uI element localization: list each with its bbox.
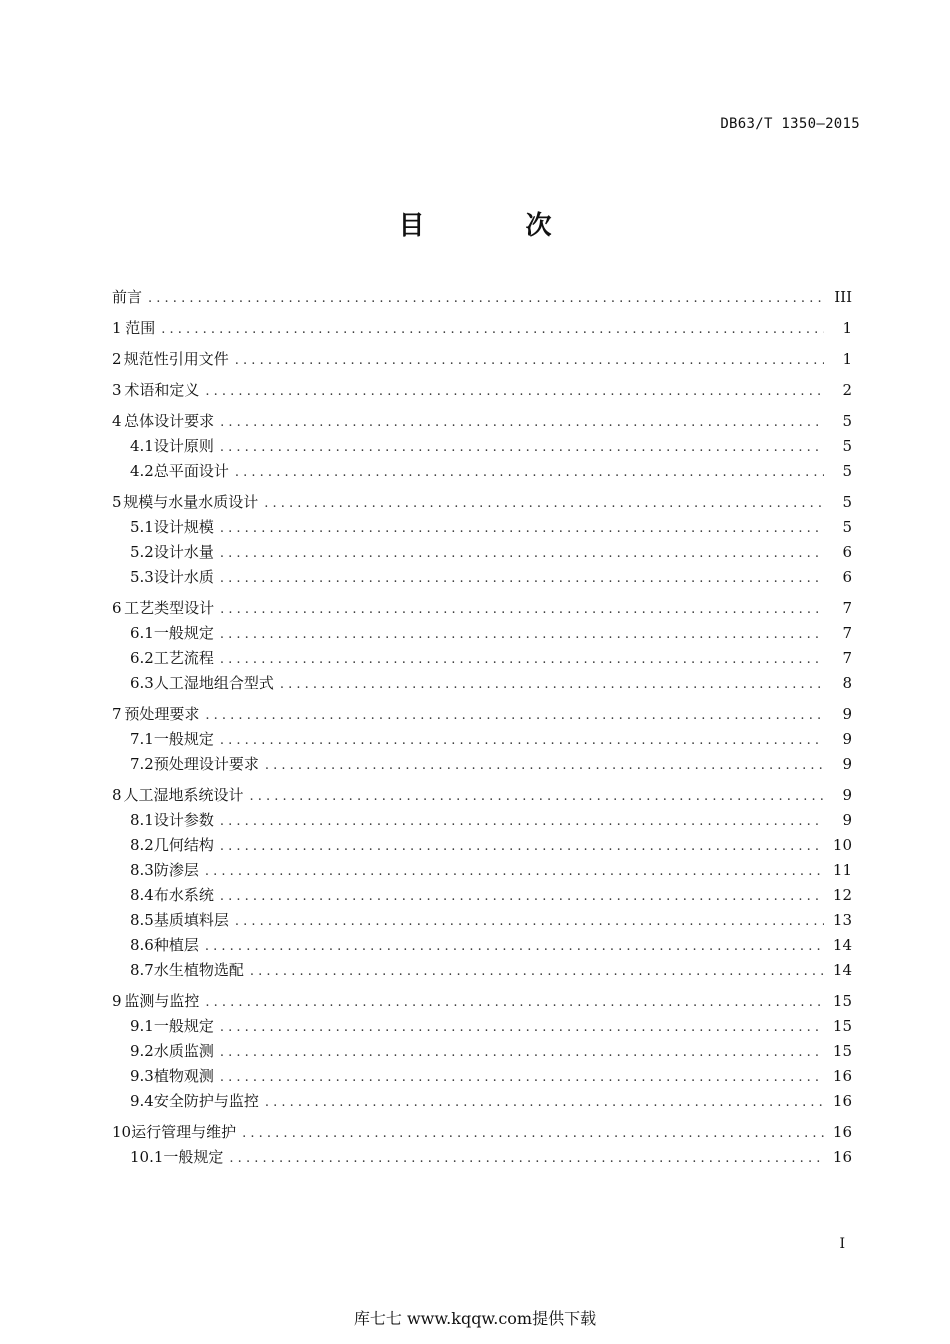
toc-subentry[interactable]	[112, 958, 852, 983]
toc-entry-number: 7.2	[130, 755, 154, 773]
toc-entry-page: 14	[832, 961, 852, 979]
toc-entry-number: 5.2	[130, 543, 154, 561]
toc-entry-number: 2	[112, 350, 122, 368]
toc-entry-page: 5	[842, 462, 852, 480]
toc-entry-number: 9.4	[130, 1092, 154, 1110]
toc-leader-dots	[205, 990, 824, 1014]
toc-entry[interactable]	[112, 316, 852, 341]
toc-entry-page: 2	[842, 381, 852, 399]
toc-entry-page: 16	[832, 1067, 852, 1085]
toc-leader-dots	[205, 379, 824, 403]
toc-entry[interactable]	[112, 378, 852, 403]
toc-entry-page: III	[834, 288, 852, 306]
toc-leader-dots	[220, 1040, 824, 1064]
toc-entry-page: 6	[842, 543, 852, 561]
toc-leader-dots	[220, 516, 824, 540]
toc-leader-dots	[220, 597, 824, 621]
toc-entry-label: 设计水量	[153, 543, 214, 561]
toc-entry-label: 一般规定	[153, 1017, 214, 1035]
toc-entry[interactable]	[112, 347, 852, 372]
toc-entry[interactable]	[112, 285, 852, 310]
toc-subentry[interactable]	[112, 540, 852, 565]
toc-entry[interactable]	[112, 596, 852, 621]
toc-subentry[interactable]	[112, 434, 852, 459]
toc-entry-number: 5.3	[130, 568, 154, 586]
toc-leader-dots	[264, 491, 824, 515]
toc-leader-dots	[205, 934, 824, 958]
toc-entry-page: 5	[842, 518, 852, 536]
toc-entry-page: 12	[832, 886, 852, 904]
toc-leader-dots	[220, 1015, 824, 1039]
document-code: DB63/T 1350—2015	[720, 116, 860, 132]
toc-entry-label: 总平面设计	[153, 462, 229, 480]
toc-entry-number: 8.2	[130, 836, 154, 854]
toc-entry-label: 范围	[125, 319, 156, 337]
toc-leader-dots	[220, 647, 824, 671]
toc-leader-dots	[242, 1121, 824, 1145]
toc-entry-number: 8.6	[130, 936, 154, 954]
toc-entry-label: 术语和定义	[124, 381, 200, 399]
toc-entry-label: 几何结构	[153, 836, 214, 854]
footer-credit: 库七七 www.kqqw.com提供下载	[353, 1309, 597, 1328]
toc-leader-dots	[148, 286, 824, 310]
toc-leader-dots	[235, 909, 824, 933]
toc-leader-dots	[220, 541, 824, 565]
toc-leader-dots	[220, 728, 824, 752]
toc-subentry[interactable]	[112, 933, 852, 958]
toc-entry-page: 8	[842, 674, 852, 692]
toc-entry-label: 前言	[112, 288, 143, 306]
toc-entry-number: 9.3	[130, 1067, 154, 1085]
toc-entry-label: 一般规定	[153, 624, 214, 642]
toc-entry-label: 安全防护与监控	[153, 1092, 259, 1110]
toc-entry-page: 15	[832, 1017, 852, 1035]
toc-subentry[interactable]	[112, 808, 852, 833]
toc-entry[interactable]	[112, 409, 852, 434]
toc-leader-dots	[205, 703, 824, 727]
toc-leader-dots	[229, 1146, 824, 1170]
toc-entry[interactable]	[112, 989, 852, 1014]
toc-entry-number: 1	[112, 319, 122, 337]
toc-entry[interactable]	[112, 490, 852, 515]
toc-subentry[interactable]	[112, 858, 852, 883]
toc-entry-page: 7	[842, 624, 852, 642]
toc-subentry[interactable]	[112, 883, 852, 908]
toc-entry-number: 4	[112, 412, 122, 430]
toc-entry[interactable]	[112, 783, 852, 808]
toc-entry-number: 3	[112, 381, 122, 399]
toc-entry-page: 1	[842, 350, 852, 368]
toc-entry-label: 一般规定	[163, 1148, 224, 1166]
toc-leader-dots	[220, 809, 824, 833]
toc-entry-page: 7	[842, 649, 852, 667]
toc-leader-dots	[265, 1090, 824, 1114]
toc-entry-page: 15	[832, 992, 852, 1010]
toc-entry-number: 8	[112, 786, 122, 804]
toc-entry-page: 5	[842, 437, 852, 455]
toc-subentry[interactable]	[112, 1089, 852, 1114]
toc-entry-label: 种植层	[153, 936, 199, 954]
toc-entry-number: 9.2	[130, 1042, 154, 1060]
toc-entry[interactable]	[112, 1120, 852, 1145]
toc-leader-dots	[220, 1065, 824, 1089]
toc-entry-page: 11	[832, 861, 852, 879]
toc-leader-dots	[250, 959, 824, 983]
toc-subentry[interactable]	[112, 727, 852, 752]
toc-subentry[interactable]	[112, 565, 852, 590]
toc-entry-number: 9	[112, 992, 122, 1010]
toc-entry-number: 6	[112, 599, 122, 617]
toc-entry-number: 5	[112, 493, 122, 511]
toc-entry-label: 预处理要求	[124, 705, 200, 723]
toc-entry-page: 9	[842, 811, 852, 829]
toc-entry-page: 10	[832, 836, 852, 854]
toc-entry-label: 规范性引用文件	[123, 350, 229, 368]
toc-entry-page: 16	[832, 1148, 852, 1166]
toc-entry-number: 6.1	[130, 624, 154, 642]
toc-entry-page: 7	[842, 599, 852, 617]
toc-subentry[interactable]	[112, 1145, 852, 1170]
toc-entry-page: 13	[832, 911, 852, 929]
toc-leader-dots	[220, 622, 824, 646]
toc-entry-page: 1	[842, 319, 852, 337]
toc-entry-label: 规模与水量水质设计	[123, 493, 259, 511]
toc-entry-number: 4.1	[130, 437, 154, 455]
toc-entry-page: 9	[842, 755, 852, 773]
toc-entry-label: 人工湿地系统设计	[123, 786, 244, 804]
toc-entry-label: 运行管理与维护	[131, 1123, 237, 1141]
toc-subentry[interactable]	[112, 1039, 852, 1064]
toc-entry-page: 15	[832, 1042, 852, 1060]
toc-entry-label: 一般规定	[153, 730, 214, 748]
toc-entry-label: 设计水质	[153, 568, 214, 586]
page-number: I	[839, 1236, 845, 1252]
toc-entry-number: 8.5	[130, 911, 154, 929]
toc-subentry[interactable]	[112, 833, 852, 858]
toc-entry-number: 5.1	[130, 518, 154, 536]
toc-entry-number: 7	[112, 705, 122, 723]
toc-leader-dots	[220, 566, 824, 590]
toc-leader-dots	[235, 460, 824, 484]
toc-leader-dots	[265, 753, 824, 777]
toc-leader-dots	[205, 859, 824, 883]
toc-entry-label: 防渗层	[153, 861, 199, 879]
toc-entry-label: 设计规模	[153, 518, 214, 536]
toc-leader-dots	[161, 317, 824, 341]
toc-subentry[interactable]	[112, 1064, 852, 1089]
toc-entry-page: 9	[842, 730, 852, 748]
toc-subentry[interactable]	[112, 671, 852, 696]
toc-entry-label: 总体设计要求	[124, 412, 215, 430]
toc-entry-label: 设计原则	[153, 437, 214, 455]
toc-subentry[interactable]	[112, 752, 852, 777]
toc-entry-number: 4.2	[130, 462, 154, 480]
toc-entry-label: 布水系统	[153, 886, 214, 904]
table-of-contents	[112, 285, 852, 1170]
toc-leader-dots	[220, 884, 824, 908]
toc-entry-number: 10	[112, 1123, 132, 1141]
toc-entry-number: 9.1	[130, 1017, 154, 1035]
toc-leader-dots	[220, 435, 824, 459]
toc-entry-page: 5	[842, 412, 852, 430]
toc-entry-page: 5	[842, 493, 852, 511]
toc-entry-label: 设计参数	[153, 811, 214, 829]
toc-entry-number: 8.7	[130, 961, 154, 979]
toc-entry-page: 9	[842, 786, 852, 804]
toc-entry-page: 9	[842, 705, 852, 723]
toc-entry-page: 16	[832, 1092, 852, 1110]
toc-subentry[interactable]	[112, 621, 852, 646]
toc-entry-label: 工艺流程	[153, 649, 214, 667]
toc-entry-page: 16	[832, 1123, 852, 1141]
toc-entry-number: 7.1	[130, 730, 154, 748]
toc-entry-label: 工艺类型设计	[124, 599, 215, 617]
toc-entry-number: 8.3	[130, 861, 154, 879]
toc-entry-label: 水质监测	[153, 1042, 214, 1060]
toc-entry-page: 14	[832, 936, 852, 954]
toc-subentry[interactable]	[112, 515, 852, 540]
toc-entry-label: 水生植物选配	[153, 961, 244, 979]
toc-subentry[interactable]	[112, 459, 852, 484]
toc-entry-page: 6	[842, 568, 852, 586]
toc-leader-dots	[250, 784, 825, 808]
toc-leader-dots	[235, 348, 824, 372]
toc-entry-number: 6.2	[130, 649, 154, 667]
toc-entry-number: 8.4	[130, 886, 154, 904]
toc-entry[interactable]	[112, 702, 852, 727]
toc-subentry[interactable]	[112, 646, 852, 671]
toc-entry-number: 6.3	[130, 674, 154, 692]
toc-entry-label: 基质填料层	[153, 911, 229, 929]
toc-leader-dots	[280, 672, 824, 696]
toc-entry-label: 植物观测	[153, 1067, 214, 1085]
toc-entry-label: 监测与监控	[124, 992, 200, 1010]
toc-subentry[interactable]	[112, 1014, 852, 1039]
page-title: 目 次	[398, 211, 598, 241]
toc-entry-label: 人工湿地组合型式	[153, 674, 274, 692]
toc-entry-number: 8.1	[130, 811, 154, 829]
toc-subentry[interactable]	[112, 908, 852, 933]
toc-entry-number: 10.1	[130, 1148, 164, 1166]
toc-leader-dots	[220, 410, 824, 434]
toc-entry-label: 预处理设计要求	[153, 755, 259, 773]
toc-leader-dots	[220, 834, 824, 858]
